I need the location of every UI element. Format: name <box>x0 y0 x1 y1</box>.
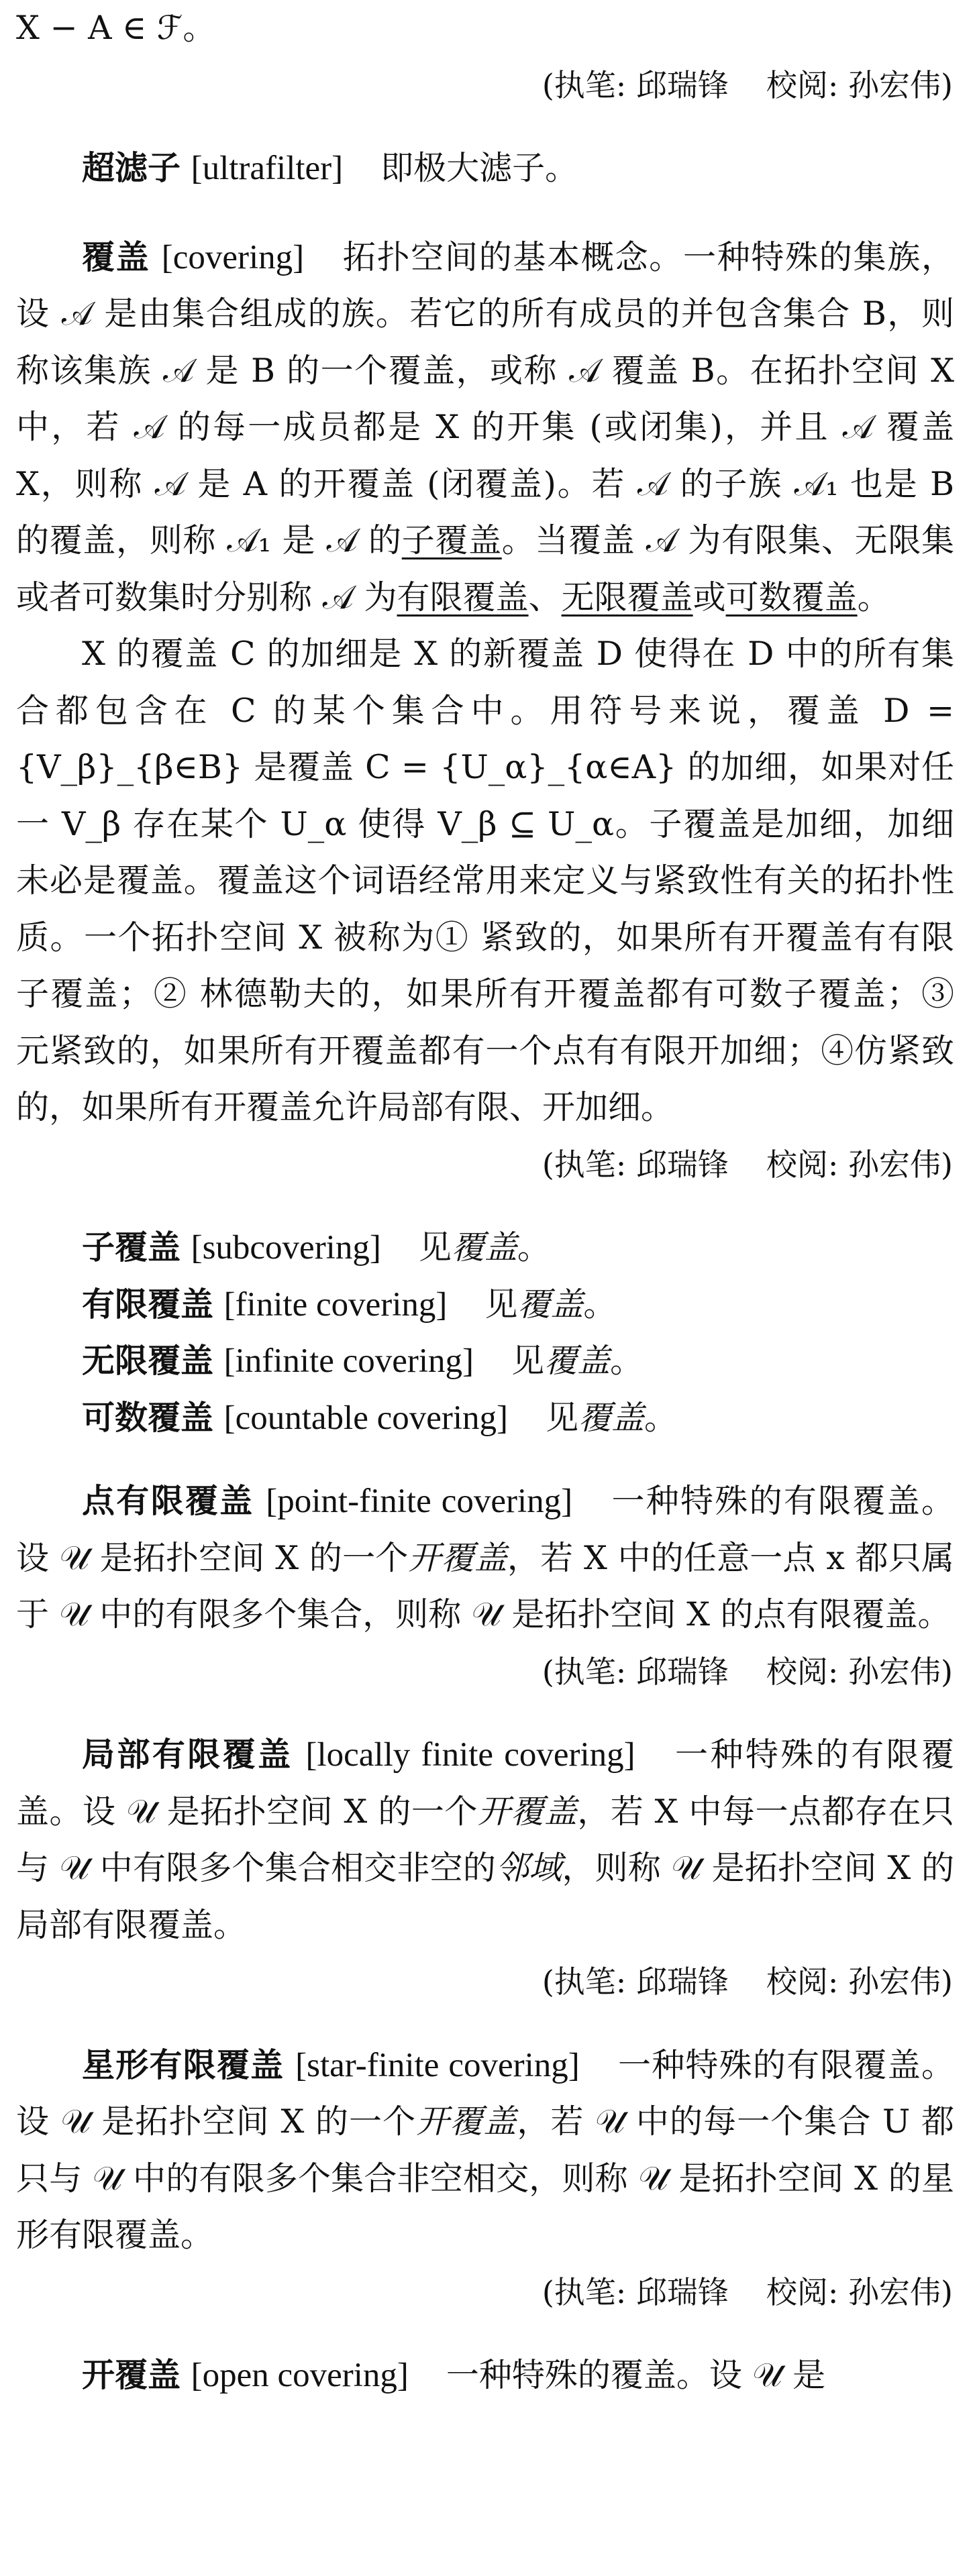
entry-definition: 拓扑空间的基本概念。一种特殊的集族，设 𝒜 是由集合组成的族。若它的所有成员的并包含集合 B，则称该集族 𝒜 是 B 的一个覆盖，或称 𝒜 覆盖 B。在拓扑空间 X 中，若 𝒜 的每一成员都是 X 的开集 (或闭集)，并且 𝒜 覆盖 X，则称 𝒜 是 A 的开覆盖 (闭覆盖)。若 𝒜 的子族 𝒜₁ 也是 B 的覆盖，则称 𝒜₁ 是 𝒜 的 <box>16 237 954 559</box>
entry-term: 子覆盖 <box>82 1228 181 1267</box>
entry-subcovering: 子覆盖 [subcovering] 见覆盖。 <box>82 1228 550 1267</box>
countable-covering-link[interactable]: 可数覆盖 <box>725 578 858 616</box>
entry-term: 点有限覆盖 <box>82 1482 254 1520</box>
entry-term: 星形有限覆盖 <box>82 2045 285 2084</box>
entry-english: [subcovering] <box>191 1229 381 1267</box>
cross-reference[interactable]: 覆盖 <box>517 1285 584 1324</box>
entry-ultrafilter <box>16 140 954 197</box>
cross-reference[interactable]: 开覆盖 <box>477 1792 578 1831</box>
entry-definition: 即极大滤子。 <box>380 149 578 187</box>
cross-reference[interactable]: 覆盖 <box>578 1398 645 1437</box>
cross-reference[interactable]: 覆盖 <box>544 1342 611 1380</box>
entry-term: 有限覆盖 <box>82 1285 214 1324</box>
entry-english: [countable covering] <box>223 1399 508 1437</box>
entry-open-covering <box>16 2347 954 2404</box>
entry-english: [infinite covering] <box>223 1342 474 1380</box>
entry-term: 局部有限覆盖 <box>82 1735 293 1774</box>
entry-term: 覆盖 <box>82 237 150 276</box>
entry-english: [locally finite covering] <box>305 1736 635 1774</box>
credit-line: (执笔: 邱瑞锋 校阅: 孙宏伟) <box>542 1146 953 1183</box>
entry-definition: 一种特殊的覆盖。设 𝒰 是 <box>446 2356 826 2394</box>
cross-reference[interactable]: 开覆盖 <box>416 2102 517 2141</box>
cross-reference[interactable]: 开覆盖 <box>408 1538 507 1577</box>
credit-line: (执笔: 邱瑞锋 校阅: 孙宏伟) <box>542 1964 953 2000</box>
entry-point-finite-covering: 点有限覆盖 [point-finite covering] 一种特殊的有限覆盖。设 𝒰 是拓扑空间 X 的一个开覆盖，若 X 中的任意一点 x 都只属于 𝒰 中的有限多个集合，则称 𝒰 是拓扑空间 X 的点有限覆盖。 <box>16 1482 954 1633</box>
finite-covering-link[interactable]: 有限覆盖 <box>397 578 529 616</box>
entry-english: [point-finite covering] <box>266 1483 573 1520</box>
entry-countable-covering: 可数覆盖 [countable covering] 见覆盖。 <box>82 1398 678 1437</box>
credit-line: (执笔: 邱瑞锋 校阅: 孙宏伟) <box>542 2273 953 2310</box>
covering-paragraph-2: X 的覆盖 C 的加细是 X 的新覆盖 D 使得在 D 中的所有集合都包含在 C 的某个集合中。用符号来说，覆盖 D = {V_β}_{β∈B} 是覆盖 C = {U_α}_{α∈A} 的加细，如果对任一 V_β 存在某个 U_α 使得 V_β ⊆ U_α。子覆盖是加细，加细未必是覆盖。覆盖这个词语经常用来定义与紧致性有关的拓扑性质。一个拓扑空间 X 被称为① 紧致的，如果所有开覆盖有有限子覆盖；② 林德勒夫的，如果所有开覆盖都有可数子覆盖；③ 元紧致的，如果所有开覆盖都有一个点有有限开加细；④仿紧致的，如果所有开覆盖允许局部有限、开加细。 <box>16 635 954 1126</box>
entry-term: 开覆盖 <box>82 2356 181 2394</box>
entry-covering: 覆盖 [covering] 拓扑空间的基本概念。一种特殊的集族，设 𝒜 是由集合组成的族。若它的所有成员的并包含集合 B，则称该集族 𝒜 是 B 的一个覆盖，或称 𝒜 覆盖 B。在拓扑空间 X 中，若 𝒜 的每一成员都是 X 的开集 (或闭集)，并且 𝒜 覆盖 X，则称 𝒜 是 A 的开覆盖 (闭覆盖)。若 𝒜 的子族 𝒜₁ 也是 B 的覆盖，则称 𝒜₁ 是 𝒜 的子覆盖。当覆盖 𝒜 为有限集、无限集或者可数集时分别称 𝒜 为有限覆盖、无限覆盖或可数覆盖。 <box>16 237 954 616</box>
entry-term: 无限覆盖 <box>82 1342 214 1380</box>
previous-entry-tail: X − A ∈ ℱ。 <box>16 9 216 47</box>
credit-line: (执笔: 邱瑞锋 校阅: 孙宏伟) <box>542 1653 953 1690</box>
entry-english: [finite covering] <box>223 1285 448 1324</box>
cross-reference[interactable]: 邻域 <box>496 1849 562 1887</box>
entry-finite-covering: 有限覆盖 [finite covering] 见覆盖。 <box>82 1285 617 1324</box>
entry-term: 超滤子 <box>82 149 181 187</box>
entry-english: [ultrafilter] <box>191 150 344 187</box>
entry-locally-finite-covering: 局部有限覆盖 [locally finite covering] 一种特殊的有限覆盖。设 𝒰 是拓扑空间 X 的一个开覆盖，若 X 中每一点都存在只与 𝒰 中有限多个集合相交非空的邻域，则称 𝒰 是拓扑空间 X 的局部有限覆盖。 <box>16 1735 954 1944</box>
entry-star-finite-covering: 星形有限覆盖 [star-finite covering] 一种特殊的有限覆盖。设 𝒰 是拓扑空间 X 的一个开覆盖，若 𝒰 中的每一个集合 U 都只与 𝒰 中的有限多个集合非空相交，则称 𝒰 是拓扑空间 X 的星形有限覆盖。 <box>16 2045 954 2254</box>
entry-infinite-covering: 无限覆盖 [infinite covering] 见覆盖。 <box>82 1342 644 1380</box>
cross-reference[interactable]: 覆盖 <box>451 1228 517 1267</box>
entry-english: [star-finite covering] <box>295 2046 580 2084</box>
subcovering-link[interactable]: 子覆盖 <box>401 521 502 559</box>
infinite-covering-link[interactable]: 无限覆盖 <box>561 578 693 616</box>
entry-english: [covering] <box>161 238 305 276</box>
credit-line: (执笔: 邱瑞锋 校阅: 孙宏伟) <box>542 66 953 103</box>
entry-english: [open covering] <box>191 2357 409 2394</box>
entry-term: 可数覆盖 <box>82 1398 214 1437</box>
